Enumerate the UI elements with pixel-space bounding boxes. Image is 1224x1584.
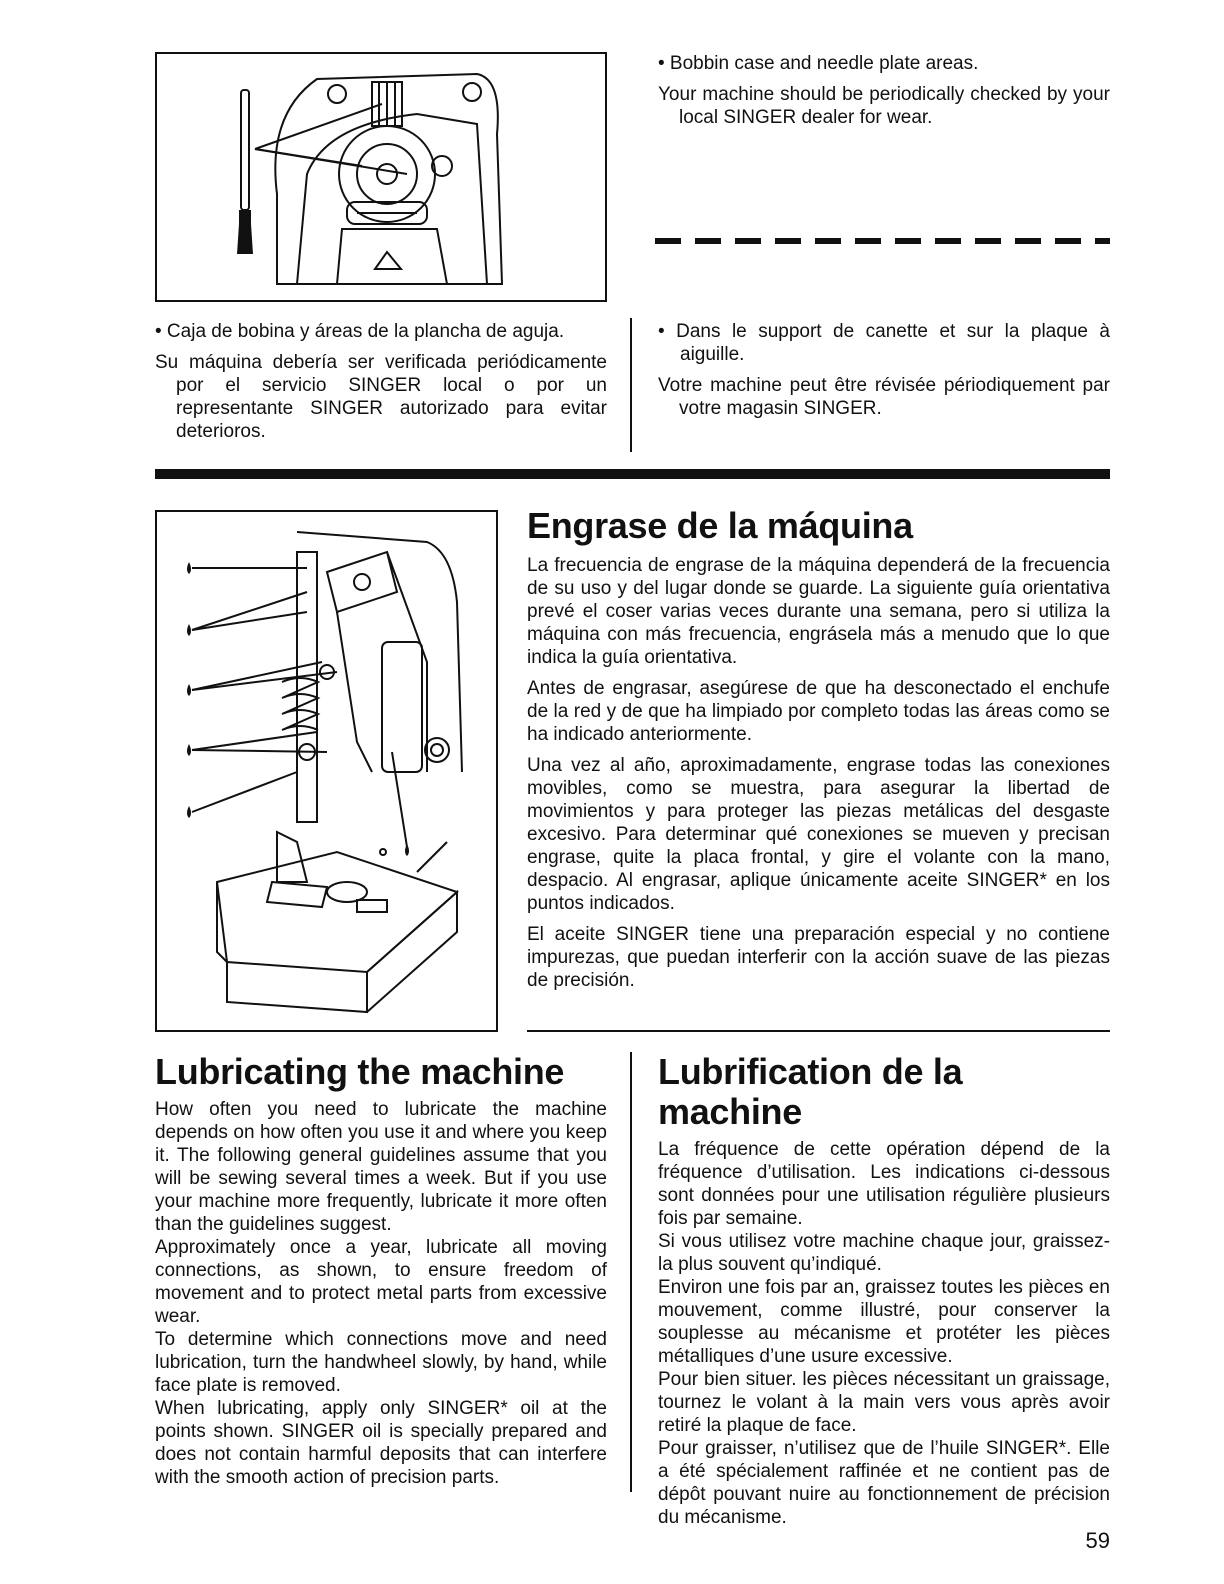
spanish-bobbin-bullet: • Caja de bobina y áreas de la plancha de aguja. xyxy=(155,321,565,342)
lubrication-drawing xyxy=(157,512,496,1030)
column-divider-top xyxy=(630,318,632,452)
english-dealer-note: Your machine should be periodically checked by your local SINGER dealer for wear. xyxy=(658,84,1110,128)
french-section-title: Lubrification de la machine xyxy=(658,1051,963,1132)
lubrication-points-illustration xyxy=(155,510,498,1032)
french-paragraph: Si vous utilisez votre machine chaque jour, graissez-la plus souvent qu’indiqué. xyxy=(658,1231,1110,1275)
english-section-title: Lubricating the machine xyxy=(155,1051,565,1092)
spanish-paragraph: Una vez al año, aproximadamente, engrase todas las conexiones movibles, como se muestra, para asegurar la libertad de movimientos y para proteger las piezas metálicas del desgaste excesivo. Para determinar qué conexiones se mueven y precisan engrase, quite la placa frontal, y gire el volante con la mano, despacio. Al engrasar, aplique únicamente aceite SINGER* en los puntos indicados. xyxy=(527,755,1110,914)
french-paragraph: Environ une fois par an, graissez toutes les pièces en mouvement, comme illustré, pour conserver la souplesse au mécanisme et protéter les pièces métalliques d’une usure excessive. xyxy=(658,1277,1110,1367)
english-lubrication-section xyxy=(155,1052,607,1489)
dashed-separator xyxy=(655,238,1110,244)
english-paragraph: To determine which connections move and need lubrication, turn the handwheel slowly, by hand, while face plate is removed. xyxy=(155,1329,607,1396)
page-number: 59 xyxy=(1085,1528,1110,1553)
bobbin-area-drawing xyxy=(157,54,605,300)
spanish-lubrication-section xyxy=(527,506,1110,1000)
spanish-section-title: Engrase de la máquina xyxy=(527,505,913,546)
french-dealer-note: Votre machine peut être révisée périodiquement par votre magasin SINGER. xyxy=(658,375,1110,419)
french-bobbin-bullet: • Dans le support de canette et sur la plaque à aiguille. xyxy=(658,321,1110,365)
english-paragraph: Approximately once a year, lubricate all moving connections, as shown, to ensure freedom of movement and to protect metal parts from excessive wear. xyxy=(155,1237,607,1327)
cleaning-brush-icon xyxy=(237,90,253,254)
bobbin-area-illustration xyxy=(155,52,607,302)
column-divider-bottom xyxy=(630,1052,632,1492)
top-spanish-text xyxy=(155,320,607,443)
spanish-paragraph: El aceite SINGER tiene una preparación especial y no contiene impurezas, que puedan interferir con la acción suave de las piezas de precisión. xyxy=(527,924,1110,991)
english-paragraph: How often you need to lubricate the machine depends on how often you use it and where you keep it. The following general guidelines assume that you will be sewing several times a week. But if you use your machine more frequently, lubricate it more often than the guidelines suggest. xyxy=(155,1099,607,1235)
spanish-paragraph: La frecuencia de engrase de la máquina dependerá de la frecuencia de su uso y del lugar donde se guarde. La siguiente guía orientativa prevé el coser varias veces durante una semana, pero si utiliza la máquina con más frecuencia, engrásela más a menudo que lo que indica la guía orientativa. xyxy=(527,555,1110,668)
english-paragraph: When lubricating, apply only SINGER* oil at the points shown. SINGER oil is specially prepared and does not contain harmful deposits that can interfere with the smooth action of precision parts. xyxy=(155,1398,607,1488)
french-paragraph: Pour graisser, n’utilisez que de l’huile SINGER*. Elle a été spécialement raffinée et ne contient pas de dépôt pouvant nuire au fonctionnement de précision du mécanisme. xyxy=(658,1438,1110,1528)
section-rule xyxy=(155,469,1110,479)
top-french-text xyxy=(658,320,1110,420)
spanish-section-underline xyxy=(527,1030,1110,1032)
french-paragraph: La fréquence de cette opération dépend de la fréquence d’utilisation. Les indications ci-dessous sont données pour une utilisation régulière plusieurs fois par semaine. xyxy=(658,1139,1110,1229)
english-bobbin-bullet: • Bobbin case and needle plate areas. xyxy=(658,53,979,74)
spanish-dealer-note: Su máquina debería ser verificada periódicamente por el servicio SINGER local o por un representante SINGER autorizado para evitar deterioros. xyxy=(155,352,607,442)
french-paragraph: Pour bien situer. les pièces nécessitant un graissage, tournez le volant à la main vers vous après avoir retiré la plaque de face. xyxy=(658,1369,1110,1436)
spanish-paragraph: Antes de engrasar, asegúrese de que ha desconectado el enchufe de la red y de que ha limpiado por completo todas las áreas como se ha indicado anteriormente. xyxy=(527,678,1110,745)
french-lubrication-section xyxy=(658,1052,1110,1529)
top-english-text xyxy=(658,52,1110,129)
